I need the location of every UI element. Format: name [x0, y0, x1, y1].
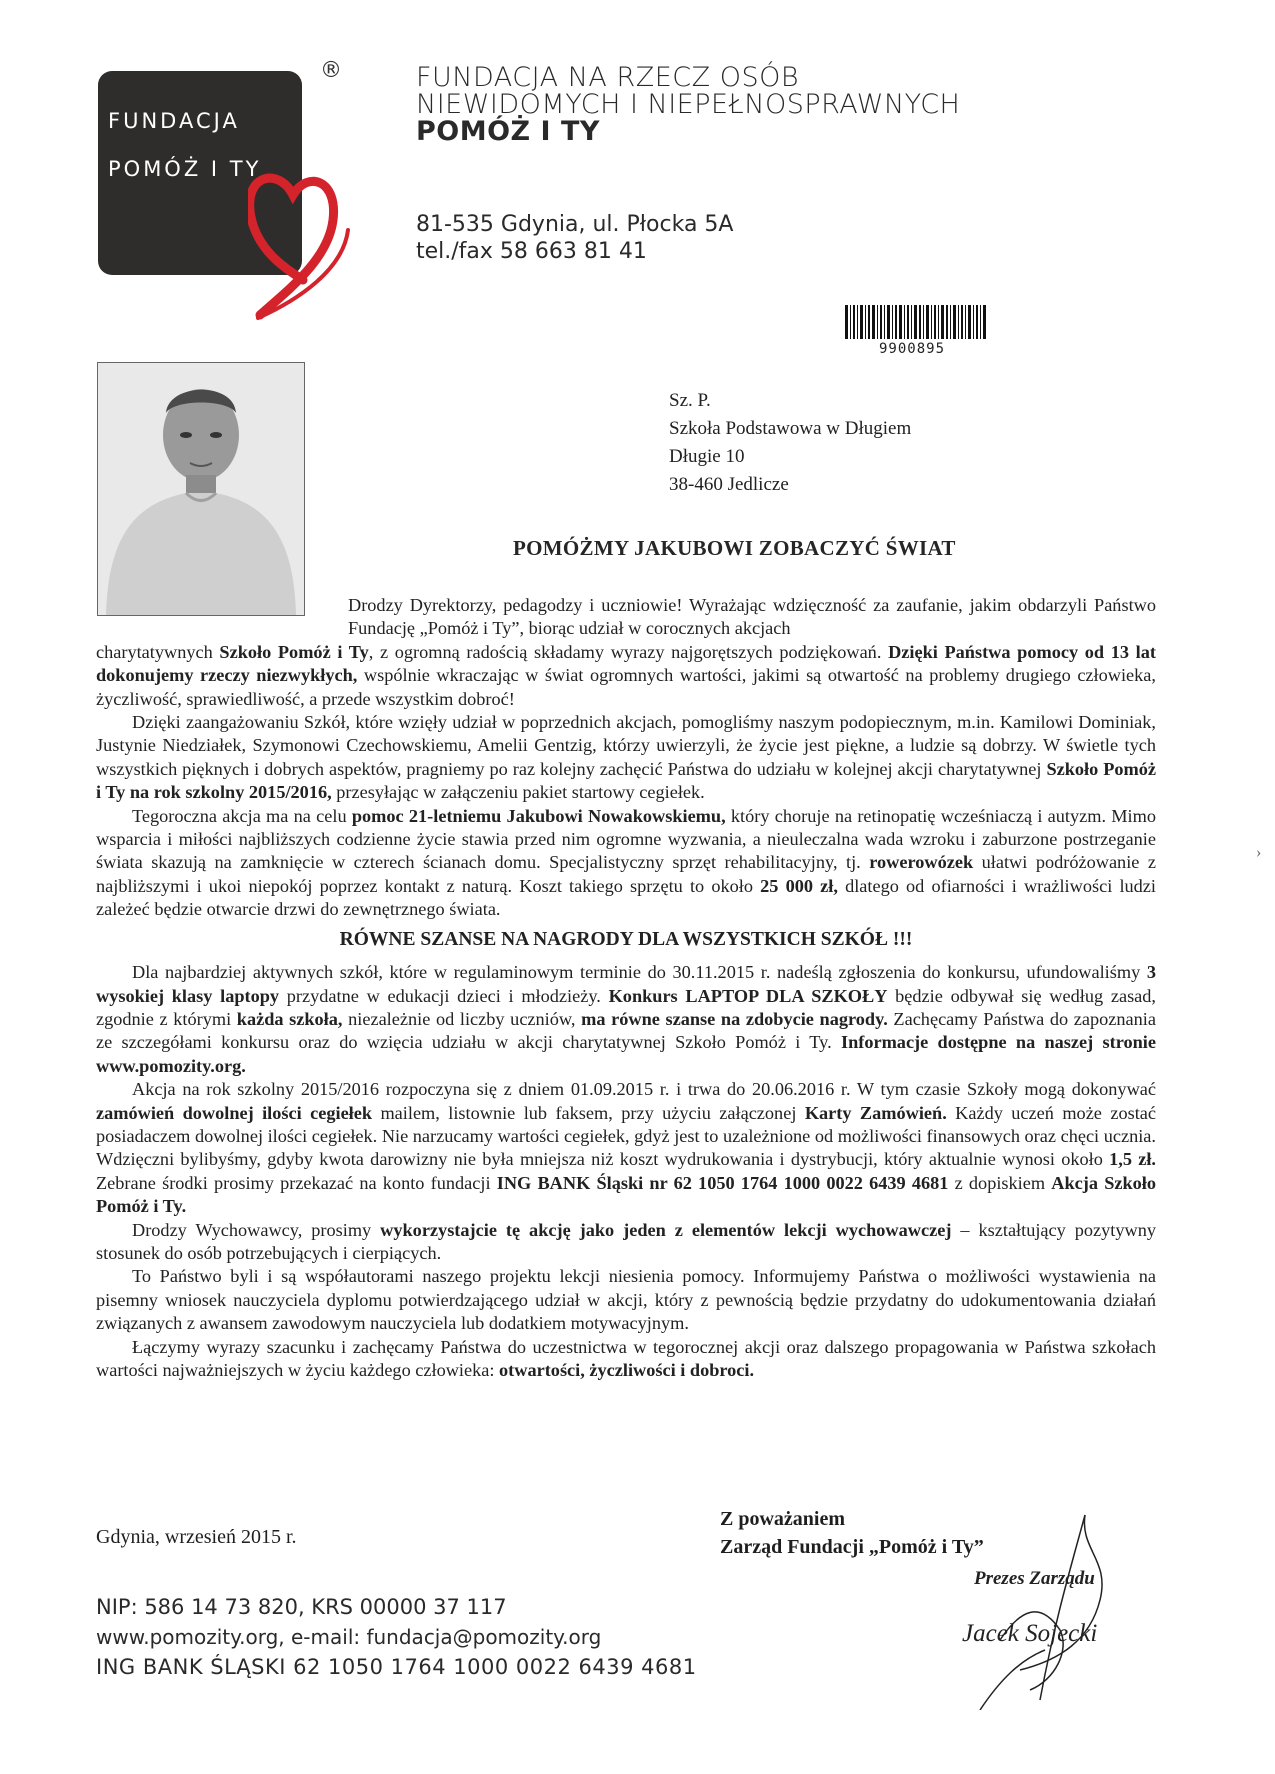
letter-title: POMÓŻMY JAKUBOWI ZOBACZYĆ ŚWIAT	[513, 536, 956, 560]
text-fragment-bold: Akcja Szkoło Pomóż i Ty.	[96, 1172, 1156, 1217]
text-fragment-bold: 3 wysokiej klasy laptopy	[96, 962, 1156, 1006]
section-heading: RÓWNE SZANSE NA NAGRODY DLA WSZYSTKICH SZKÓŁ !!!	[339, 928, 913, 950]
text-fragment-bold: rowerowózek	[869, 852, 974, 873]
text-fragment-bold: 25 000 zł,	[760, 875, 838, 896]
registered-mark: ®	[320, 58, 342, 83]
signature-name: Jacek Sojecki	[962, 1620, 1098, 1647]
place-and-date: Gdynia, wrzesień 2015 r.	[96, 1526, 297, 1548]
phone-line: tel./fax 58 663 81 41	[416, 239, 647, 264]
paragraph-closing	[96, 1336, 1156, 1383]
closing-block	[720, 1505, 984, 1561]
text-fragment: będzie odbywał się według zasad, zgodnie z którymi	[96, 985, 1157, 1029]
text-fragment: Drodzy Dyrektorzy, pedagodzy i uczniowie! Wyrażając wdzięczność za zaufanie, jakim obdarzyli Państwo Fundację „Pomóż i Ty”, biorąc udział w corocznych akcjach	[348, 595, 1156, 639]
footer-nip-krs: NIP: 586 14 73 820, KRS 00000 37 117	[96, 1595, 507, 1619]
text-fragment: – kształtujący pozytywny stosunek do osób potrzebujących i cierpiących.	[96, 1219, 1157, 1263]
text-fragment-bold: Karty Zamówień.	[804, 1102, 947, 1123]
text-fragment: charytatywnych	[96, 641, 220, 662]
footer-contact	[96, 1592, 697, 1682]
recipient-line4: 38-460 Jedlicze	[669, 474, 789, 495]
organization-address	[416, 211, 733, 265]
text-fragment-bold: Informacje dostępne na naszej stronie www.pomozity.org.	[96, 1032, 1156, 1076]
logo-text	[108, 85, 261, 181]
text-fragment: Akcja na rok szkolny 2015/2016 rozpoczyna się z dniem 01.09.2015 r. i trwa do 20.06.2016 r. W tym czasie Szkoły mogą dokonywać	[132, 1079, 1156, 1100]
text-fragment: , z ogromną radością składamy wyrazy najgorętszych podziękowań.	[368, 641, 889, 662]
closing-board: Zarząd Fundacji „Pomóż i Ty”	[720, 1536, 984, 1558]
logo-text-line2: POMÓŻ I TY	[108, 157, 262, 181]
text-fragment: To Państwo byli i są współautorami naszego projektu lekcji niesienia pomocy. Informujemy Państwa o możliwości wystawienia na pisemny wniosek nauczyciela dyplomu potwierdzającego udział w akcji, który z pewnością będzie przydatny do udokumentowania działań związanych z awansem zawodowym nauczyciela lub dodatkiem motywacyjnym.	[96, 1266, 1156, 1334]
text-fragment: Drodzy Wychowawcy, prosimy	[132, 1219, 381, 1240]
barcode-number: 9900895	[879, 341, 946, 357]
text-fragment-bold: pomoc 21-letniemu Jakubowi Nowakowskiemu,	[351, 805, 726, 826]
logo-text-line1: FUNDACJA	[108, 109, 240, 133]
text-fragment-bold: każda szkoła,	[236, 1008, 343, 1029]
text-fragment: niezależnie od liczby uczniów,	[342, 1008, 582, 1029]
address-line: 81-535 Gdynia, ul. Płocka 5A	[416, 212, 734, 237]
text-fragment: z dopiskiem	[948, 1172, 1052, 1193]
footer-web-email: www.pomozity.org, e-mail: fundacja@pomozity.org	[96, 1625, 602, 1649]
signature-role: Prezes Zarządu	[974, 1568, 1095, 1589]
handwritten-signature	[960, 1510, 1150, 1710]
edge-mark: ›	[1256, 844, 1262, 861]
text-fragment-bold: wykorzystajcie tę akcję jako jeden z elementów lekcji wychowawczej	[380, 1219, 952, 1240]
org-name-line3: POMÓŻ I TY	[416, 116, 600, 147]
paragraph-previous-actions	[96, 711, 1156, 805]
paragraph-greeting	[96, 594, 1156, 641]
paragraph-thanks	[96, 641, 1156, 711]
organization-name	[416, 64, 960, 145]
recipient-address	[669, 387, 911, 499]
text-fragment-bold: ma równe szanse na zdobycie nagrody.	[581, 1008, 888, 1029]
text-fragment-bold: 1,5 zł.	[1109, 1149, 1156, 1170]
recipient-line1: Sz. P.	[669, 390, 711, 411]
text-fragment: Zebrane środki prosimy przekazać na konto fundacji	[96, 1172, 497, 1193]
text-fragment-bold: ING BANK Śląski nr 62 1050 1764 1000 0022 6439 4681	[496, 1172, 949, 1193]
text-fragment-bold: Szkoło Pomóż i Ty na rok szkolny 2015/2016,	[96, 758, 1156, 803]
recipient-line2: Szkoła Podstawowa w Długiem	[669, 418, 912, 439]
portrait-photo	[97, 362, 305, 616]
footer-bank-account: ING BANK ŚLĄSKI 62 1050 1764 1000 0022 6439 4681	[96, 1655, 697, 1679]
heart-icon	[248, 150, 378, 320]
text-fragment-bold: Szkoło Pomóż i Ty	[219, 641, 369, 662]
text-fragment-bold: Dzięki Państwa pomocy od 13 lat dokonujemy rzeczy niezwykłych,	[96, 641, 1156, 686]
text-fragment: ułatwi podróżowanie z najbliższymi i ukoi niepokój poprzez kontakt z naturą. Koszt takiego sprzętu to około	[96, 852, 1156, 896]
paragraph-beneficiary	[96, 805, 1156, 922]
closing-regards: Z poważaniem	[720, 1508, 845, 1530]
text-fragment-bold: zamówień dowolnej ilości cegiełek	[96, 1102, 373, 1123]
text-fragment: mailem, listownie lub faksem, przy użyciu załączonej	[372, 1102, 805, 1123]
text-fragment: Zachęcamy Państwa do zapoznania ze szczegółami konkursu oraz do wzięcia udziału w akcji charytatywnej Szkoło Pomóż i Ty.	[96, 1008, 1156, 1053]
text-fragment: który choruje na retinopatię wcześniaczą i autyzm. Mimo wsparcia i miłości najbliższych codzienne życie stawia przed nim ogromne wyzwania, a nieuleczalna wada wzroku i zaburzone postrzeganie świata skazują na zamknięcie w czterech ścianach domu. Specjalistyczny sprzęt rehabilitacyjny, tj.	[96, 805, 1156, 873]
paragraph-tutors	[96, 1219, 1156, 1266]
paragraph-diploma	[96, 1265, 1156, 1335]
text-fragment: przesyłając w załączeniu pakiet startowy cegiełek.	[331, 782, 705, 803]
recipient-line3: Długie 10	[669, 446, 745, 467]
letter-body	[96, 594, 1156, 1382]
paragraph-action-details	[96, 1078, 1156, 1218]
text-fragment: Dzięki zaangażowaniu Szkół, które wzięły udział w poprzednich akcjach, pomogliśmy naszym podopiecznym, m.in. Kamilowi Dominiak, Justynie Niedziałek, Szymonowi Czechowskiemu, Amelii Gentzig, którzy uwierzyli, że życie jest piękne, a ludzie są dobrzy. W świetle tych wszystkich pięknych i dobrych aspektów, pragniemy po raz kolejny zachęcić Państwa do udziału w kolejnej akcji charytatywnej	[96, 712, 1156, 779]
text-fragment: Łączymy wyrazy szacunku i zachęcamy Państwa do uczestnictwa w tegorocznej akcji oraz dalszego propagowania w Państwa szkołach wartości najważniejszych w życiu każdego człowieka:	[96, 1336, 1156, 1380]
text-fragment: dlatego od ofiarności i wrażliwości ludzi zależeć będzie otwarcie drzwi do zewnętrznego świata.	[96, 875, 1156, 920]
text-fragment: Dla najbardziej aktywnych szkół, które w regulaminowym terminie do 30.11.2015 r. nadeślą zgłoszenia do konkursu, ufundowaliśmy	[132, 962, 1147, 983]
text-fragment: Każdy uczeń może zostać posiadaczem dowolnej ilości cegiełek. Nie narzucamy wartości cegiełek, gdyż jest to uzależnione od możliwości finansowych oraz chęci ucznia. Wdzięczni bylibyśmy, gdyby kwota darowizny nie była mniejsza niż koszt wydrukowania i dystrybucji, który aktualnie wynosi około	[96, 1102, 1157, 1170]
paragraph-contest	[96, 961, 1156, 1078]
text-fragment: wspólnie wkraczając w świat ogromnych wartości, jakimi są otwartość na problemy drugiego człowieka, życzliwość, sprawiedliwość, a przede wszystkim dobroć!	[96, 665, 1156, 709]
org-name-line1: FUNDACJA NA RZECZ OSÓB	[416, 62, 800, 93]
text-fragment-bold: otwartości, życzliwości i dobroci.	[499, 1360, 755, 1380]
text-fragment: przydatne w edukacji dzieci i młodzieży.	[279, 985, 609, 1006]
org-name-line2: NIEWIDOMYCH I NIEPEŁNOSPRAWNYCH	[416, 89, 961, 120]
text-fragment-bold: Konkurs LAPTOP DLA SZKOŁY	[608, 985, 888, 1006]
barcode	[845, 305, 987, 339]
text-fragment: Tegoroczna akcja ma na celu	[132, 805, 352, 826]
